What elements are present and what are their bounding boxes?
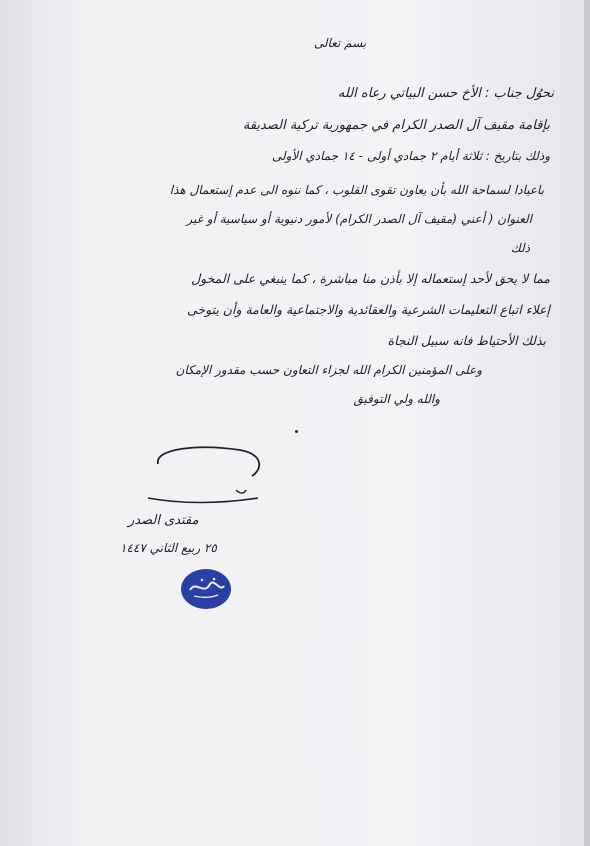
paper-edge xyxy=(584,0,590,846)
recipient-line: نحوُل جناب : الأخ حسن البياتي رعاه الله xyxy=(337,86,554,101)
ink-dot xyxy=(295,430,298,433)
paragraph-2-line-1: مما لا يحق لأحد إستعماله إلا بأذن منا مباشرة ، كما ينبغي على المخول xyxy=(191,271,550,286)
sender-signature-name: مقتدى الصدر xyxy=(128,513,199,528)
date-line: وذلك بتاريخ : ثلاثة أيام ٢ جمادي أولى - ١٤ جمادي الأولى xyxy=(271,149,550,163)
closing-line: والله ولي التوفيق xyxy=(353,392,440,406)
paragraph-1-line-1: باعيادا لسماحة الله بأن يعاون تقوى القلوب ، كما ننوه الى عدم إستعمال هذا xyxy=(169,183,544,197)
paragraph-1-line-3: ذلك xyxy=(510,241,530,255)
basmala-heading: بسم تعالى xyxy=(313,36,367,50)
subject-line: بإقامة مقيف آل الصدر الكرام في جمهورية تركية الصديقة xyxy=(242,118,550,133)
paragraph-2-line-2: إعلاء اتباع التعليمات الشرعية والعقائدية والاجتماعية والعامة وأن يتوخى xyxy=(186,302,550,317)
office-seal-stamp xyxy=(180,568,232,610)
sender-date: ٢٥ ربيع الثاني ١٤٤٧ xyxy=(120,541,217,555)
paragraph-3: وعلى المؤمنين الكرام الله لجزاء التعاون حسب مقدور الإمكان xyxy=(175,363,482,377)
signature-mark xyxy=(140,442,270,512)
paragraph-2-line-3: بذلك الأحتياط فانه سبيل النجاة xyxy=(387,333,546,348)
paragraph-1-line-2: العنوان ( أعني (مقيف آل الصدر الكرام) لأمور دنيوية أو سياسية أو غير xyxy=(186,212,532,226)
